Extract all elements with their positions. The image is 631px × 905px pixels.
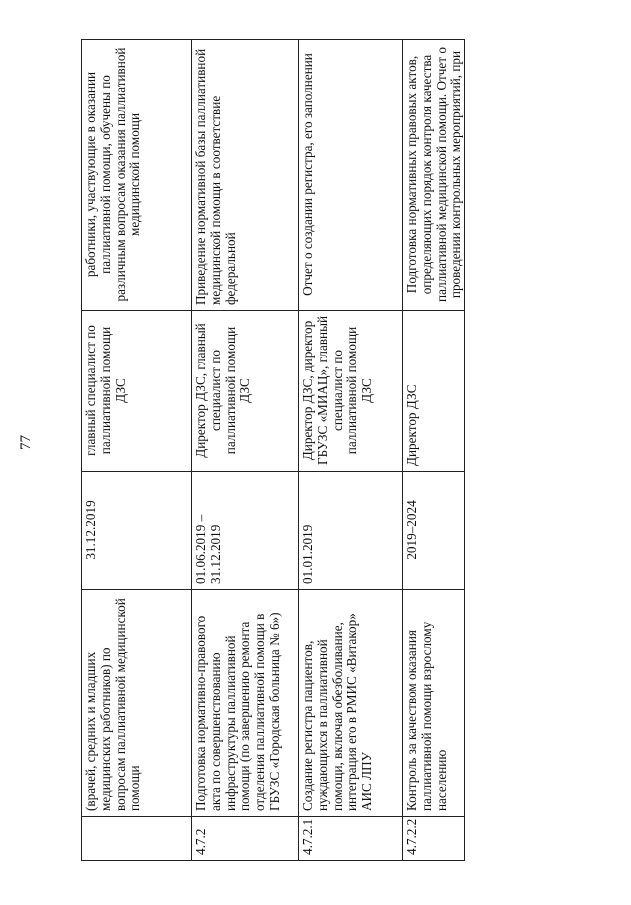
- rotated-table-container: [81, 40, 464, 861]
- table-row: [403, 40, 465, 861]
- cell-event: (врачей, средних и младших медицинских работников) по вопросам паллиативной медицинской помощи: [82, 590, 192, 817]
- cell-number: 4.7.2.2: [403, 817, 465, 861]
- cell-responsible: главный специалист по паллиативной помощи ДЗС: [82, 311, 192, 472]
- cell-responsible: Директор ДЗС: [403, 311, 465, 472]
- table-row: [82, 40, 192, 861]
- cell-date: 31.12.2019: [82, 472, 192, 590]
- cell-result: Приведение нормативной базы паллиативной медицинской помощи в соответствие федеральной: [192, 40, 299, 311]
- cell-number: 4.7.2.1: [299, 817, 403, 861]
- cell-result: Подготовка нормативных правовых актов, определяющих порядок контроля качества паллиативной медицинской помощи. Отчет о проведении контрольных мероприятий, при: [403, 40, 465, 311]
- cell-event: Создание регистра пациентов, нуждающихся в паллиативной помощи, включая обезболивание, интеграция его в РМИС «Витакор» АИС ЛПУ: [299, 590, 403, 817]
- cell-date: 01.06.2019 – 31.12.2019: [192, 472, 299, 590]
- page-number: 77: [18, 435, 34, 450]
- cell-number: 4.7.2: [192, 817, 299, 861]
- cell-number: [82, 817, 192, 861]
- cell-event: Подготовка нормативно-правового акта по совершенствованию инфраструктуры паллиативной помощи (по завершению ремонта отделения паллиативной помощи в ГБУЗС «Городская больница № 6»): [192, 590, 299, 817]
- table-row: [192, 40, 299, 861]
- cell-date: 01.01.2019: [299, 472, 403, 590]
- cell-responsible: Директор ДЗС, директор ГБУЗС «МИАЦ», главный специалист по паллиативной помощи ДЗС: [299, 311, 403, 472]
- cell-result: работники, участвующие в оказании паллиативной помощи, обучены по различным вопросам оказания паллиативной медицинской помощи: [82, 40, 192, 311]
- cell-date: 2019–2024: [403, 472, 465, 590]
- table-row: [299, 40, 403, 861]
- cell-responsible: Директор ДЗС, главный специалист по паллиативной помощи ДЗС: [192, 311, 299, 472]
- plan-table: [81, 39, 465, 861]
- cell-result: Отчет о создании регистра, его заполнении: [299, 40, 403, 311]
- cell-event: Контроль за качеством оказания паллиативной помощи взрослому населению: [403, 590, 465, 817]
